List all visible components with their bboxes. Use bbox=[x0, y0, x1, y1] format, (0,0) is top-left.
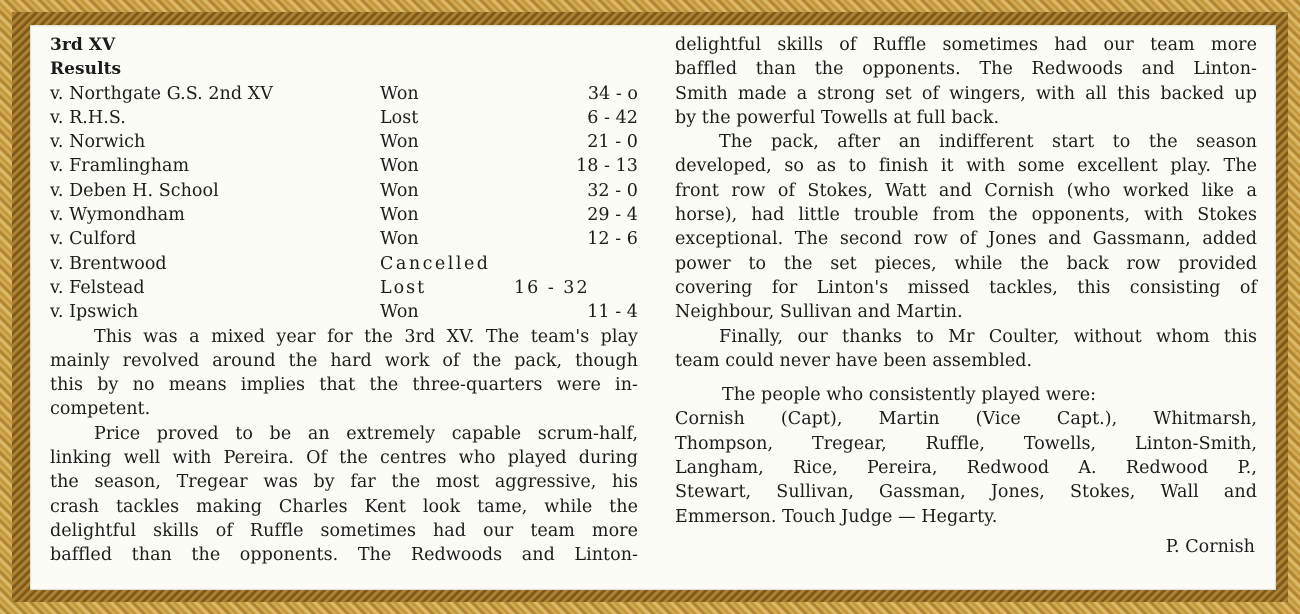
result-outcome: Won bbox=[380, 156, 419, 177]
text-line: the season, Tregear was by far the most aggressive, his bbox=[50, 472, 638, 493]
result-row bbox=[50, 227, 638, 251]
right-column bbox=[675, 33, 1257, 559]
result-score: 11 - 4 bbox=[587, 302, 638, 323]
text-line: Langham, Rice, Pereira, Redwood A. Redwood P., bbox=[675, 458, 1257, 479]
players-heading: The people who consistently played were: bbox=[722, 385, 1097, 406]
text-line: baffled than the opponents. The Redwoods and Linton- bbox=[675, 59, 1257, 80]
text-line: Smith made a strong set of wingers, with all this backed up bbox=[675, 83, 1257, 104]
result-outcome: Lost bbox=[380, 277, 427, 298]
result-outcome: Won bbox=[380, 229, 419, 250]
text-line: covering for Linton's missed tackles, this consisting of bbox=[675, 277, 1257, 298]
result-team: v. Felstead bbox=[50, 277, 145, 298]
text-line: baffled than the opponents. The Redwoods and Linton- bbox=[50, 545, 638, 566]
result-score: 6 - 42 bbox=[587, 107, 638, 128]
text-line: Neighbour, Sullivan and Martin. bbox=[675, 302, 963, 323]
text-line: mainly revolved around the hard work of the pack, though bbox=[50, 350, 638, 371]
result-score: 16 - 32 bbox=[514, 277, 590, 298]
result-row bbox=[50, 106, 638, 130]
result-row bbox=[50, 179, 638, 203]
text-line: developed, so as to finish it with some excellent play. The bbox=[675, 156, 1257, 177]
author-signature: P. Cornish bbox=[1165, 536, 1255, 557]
report-body-left bbox=[50, 325, 638, 568]
result-score: 21 - 0 bbox=[587, 132, 638, 153]
result-row bbox=[50, 276, 638, 300]
text-line: Finally, our thanks to Mr Coulter, without whom this bbox=[719, 326, 1257, 347]
result-outcome: Won bbox=[380, 205, 419, 226]
text-line: this by no means implies that the three-quarters were in- bbox=[50, 375, 638, 396]
result-row bbox=[50, 154, 638, 178]
result-team: v. Framlingham bbox=[50, 156, 190, 177]
result-team: v. Culford bbox=[50, 229, 137, 250]
result-row bbox=[50, 203, 638, 227]
result-outcome: Lost bbox=[380, 107, 419, 128]
left-column bbox=[50, 33, 638, 568]
text-line: Thompson, Tregear, Ruffle, Towells, Linton-Smith, bbox=[675, 433, 1257, 454]
result-score: 12 - 6 bbox=[587, 229, 638, 250]
section-title: 3rd XV bbox=[50, 35, 116, 55]
text-line: power to the set pieces, while the back row provided bbox=[675, 253, 1257, 274]
text-line: front row of Stokes, Watt and Cornish (who worked like a bbox=[675, 180, 1257, 201]
text-line: crash tackles making Charles Kent look tame, while the bbox=[50, 496, 638, 517]
result-outcome: Won bbox=[380, 180, 419, 201]
result-row bbox=[50, 130, 638, 154]
result-team: v. Deben H. School bbox=[50, 180, 219, 201]
text-line: team could never have been assembled. bbox=[675, 350, 1033, 371]
text-line: Price proved to be an extremely capable scrum-half, bbox=[94, 423, 638, 444]
result-team: v. Norwich bbox=[50, 132, 146, 153]
article-page bbox=[30, 25, 1276, 590]
result-outcome: Cancelled bbox=[380, 253, 491, 274]
result-outcome: Won bbox=[380, 132, 419, 153]
result-team: v. Wymondham bbox=[50, 205, 185, 226]
result-outcome: Won bbox=[380, 83, 419, 104]
text-line: competent. bbox=[50, 399, 151, 420]
results-heading: Results bbox=[50, 59, 122, 80]
result-score: 18 - 13 bbox=[576, 156, 638, 177]
text-line: This was a mixed year for the 3rd XV. The team's play bbox=[94, 326, 638, 347]
result-team: v. Brentwood bbox=[50, 253, 167, 274]
text-line: delightful skills of Ruffle sometimes had our team more bbox=[50, 520, 638, 541]
text-line: Cornish (Capt), Martin (Vice Capt.), Whitmarsh, bbox=[675, 409, 1257, 430]
text-line: horse), had little trouble from the opponents, with Stokes bbox=[675, 205, 1257, 226]
text-line: delightful skills of Ruffle sometimes had our team more bbox=[675, 35, 1257, 55]
result-outcome: Won bbox=[380, 302, 419, 323]
text-line: by the powerful Towells at full back. bbox=[675, 107, 1000, 128]
text-line: linking well with Pereira. Of the centres who played during bbox=[50, 448, 638, 469]
players-list bbox=[675, 407, 1257, 528]
text-line: exceptional. The second row of Jones and Gassmann, added bbox=[675, 229, 1257, 250]
result-team: v. R.H.S. bbox=[50, 107, 126, 128]
results-table bbox=[50, 82, 638, 325]
report-body-right bbox=[675, 33, 1257, 373]
result-score: 32 - 0 bbox=[587, 180, 638, 201]
text-line: Stewart, Sullivan, Gassman, Jones, Stokes, Wall and bbox=[675, 482, 1257, 503]
result-row bbox=[50, 252, 638, 276]
text-line: Emmerson. Touch Judge — Hegarty. bbox=[675, 506, 998, 527]
result-team: v. Ipswich bbox=[50, 302, 139, 323]
result-team: v. Northgate G.S. 2nd XV bbox=[50, 83, 273, 104]
result-row bbox=[50, 82, 638, 106]
result-row bbox=[50, 300, 638, 324]
text-line: The pack, after an indifferent start to the season bbox=[719, 132, 1257, 153]
result-score: 34 - o bbox=[587, 83, 638, 104]
result-score: 29 - 4 bbox=[587, 205, 638, 226]
